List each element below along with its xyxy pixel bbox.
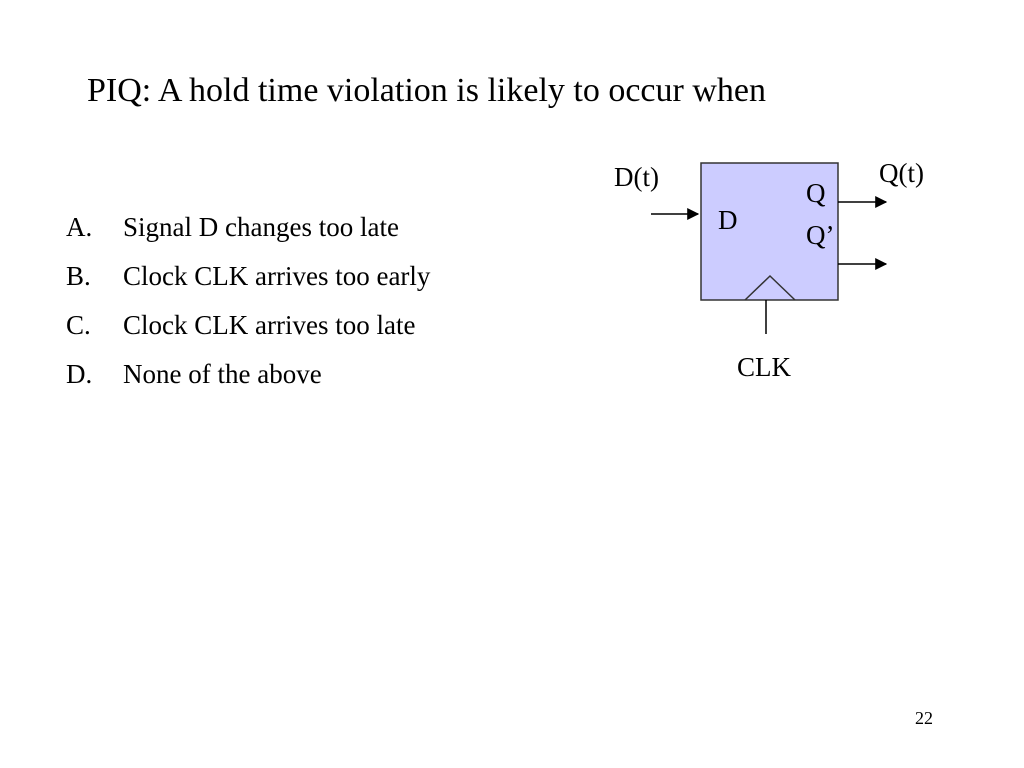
slide-title: PIQ: A hold time violation is likely to occur when [87,72,766,109]
option-text: Signal D changes too late [123,212,399,242]
option-letter: C. [66,310,91,340]
output-label: Q(t) [879,158,924,188]
option-letter: A. [66,212,93,242]
input-label: D(t) [614,162,659,192]
option-letter: D. [66,359,93,389]
d-pin-label: D [718,205,738,235]
clock-label: CLK [737,352,791,382]
option-text: Clock CLK arrives too early [123,261,431,291]
page-number: 22 [915,708,933,728]
option-letter: B. [66,261,91,291]
option-text: None of the above [123,359,322,389]
q-bar-pin-label: Q’ [806,220,835,250]
q-pin-label: Q [806,178,826,208]
option-text: Clock CLK arrives too late [123,310,416,340]
